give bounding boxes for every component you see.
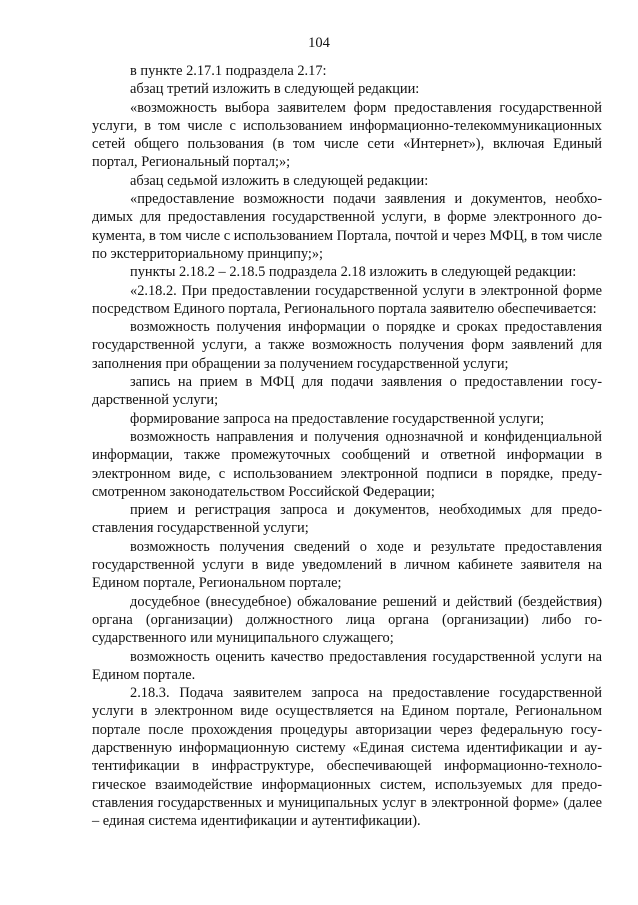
paragraph-10: формирование запроса на предоставление государственной услуги; [130, 410, 545, 427]
paragraph-11: возможность направления и получения однозначной и конфиденциальной информации, также промежуточных сообщений и ответной информации в электронном виде, с использованием электронной подписи в порядке, предусмотренном законодательством Российской Федерации; [92, 428, 602, 500]
page-number: 104 [308, 35, 330, 51]
paragraph-8: возможность получения информации о порядке и сроках предоставления государственной услуги, а также возможность получения форм заявлений для заполнения при обращении за получением государственной услуги; [92, 319, 602, 372]
paragraph-6: пункты 2.18.2 – 2.18.5 подраздела 2.18 изложить в следующей редакции: [130, 264, 577, 281]
paragraph-14: досудебное (внесудебное) обжалование решений и действий (бездействия) органа (организации) должностного лица органа (организации) либо государственного или муниципального служащего; [92, 593, 602, 647]
paragraph-12: прием и регистрация запроса и документов, необходимых для предоставления государственной услуги; [92, 502, 602, 537]
paragraph-5: «предоставление возможности подачи заявления и документов, необходимых для предоставления государственной услуги, в форме электронного документа, в том числе с использованием Портала, почтой и через МФЦ, в том числе по экстерриториальному принципу;»; [92, 191, 602, 262]
paragraph-4: абзац седьмой изложить в следующей редакции: [130, 172, 429, 189]
paragraph-2: абзац третий изложить в следующей редакции: [130, 81, 420, 98]
document-body [92, 62, 602, 830]
paragraph-16: 2.18.3. Подача заявителем запроса на предоставление государственной услуги в электронном виде осуществляется на Едином портале, Региональном портале после прохождения процедуры авторизации через федеральную государственную информационную систему «Единая система идентификации и аутентификации в инфраструктуре, обеспечивающей информационно-технологическое взаимодействие информационных систем, используемых для предоставления государственных и муниципальных услуг в электронной форме» (далее – единая система идентификации и аутентификации). [92, 685, 602, 830]
paragraph-13: возможность получения сведений о ходе и результате предоставления государственной услуги в виде уведомлений в личном кабинете заявителя на Едином портале, Региональном портале; [92, 538, 602, 592]
paragraph-7: «2.18.2. При предоставлении государственной услуги в электронной форме посредством Единого портала, Регионального портала заявителю обеспечивается: [92, 282, 602, 317]
paragraph-3: «возможность выбора заявителем форм предоставления государственной услуги, в том числе с использованием информационно-телекоммуникационных сетей общего пользования (в том числе сети «Интернет»), включая Единый портал, Региональный портал;»; [92, 99, 602, 171]
paragraph-1: в пункте 2.17.1 подраздела 2.17: [130, 63, 327, 79]
paragraph-15: возможность оценить качество предоставления государственной услуги на Едином портале. [92, 648, 602, 683]
paragraph-9: запись на прием в МФЦ для подачи заявления о предоставлении государственной услуги; [92, 374, 602, 409]
